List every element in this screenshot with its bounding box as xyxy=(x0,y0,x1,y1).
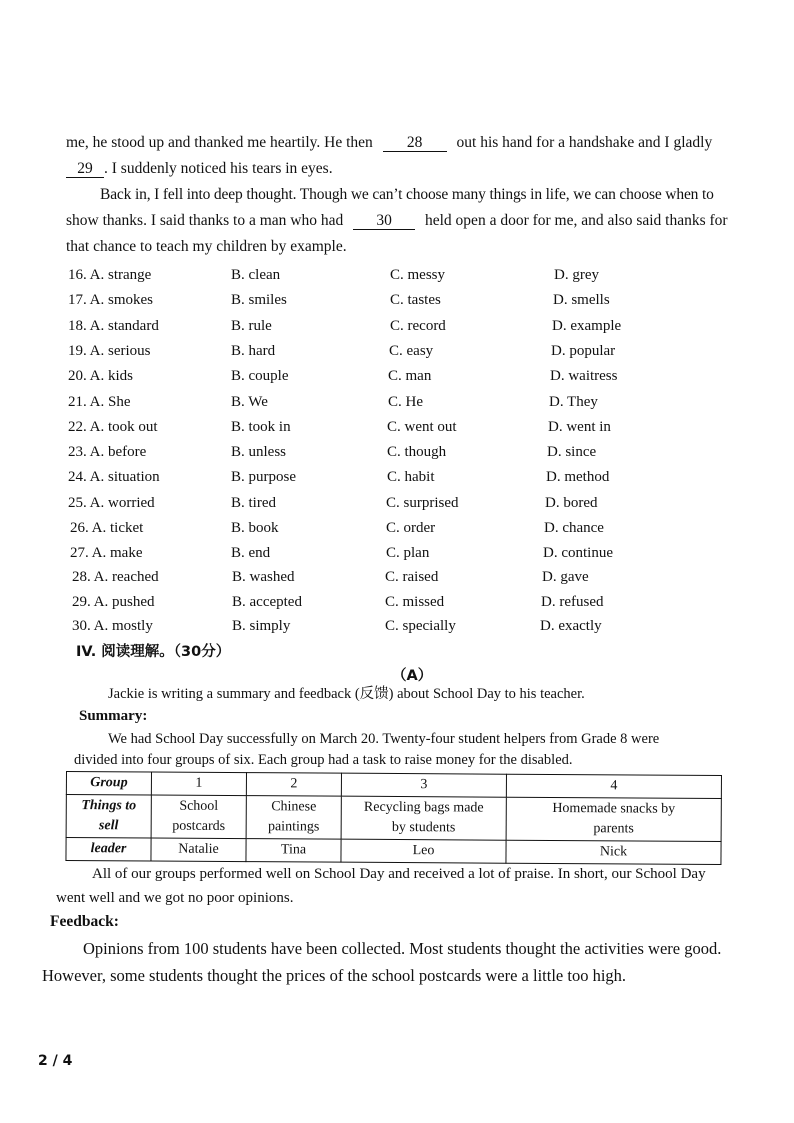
option-c: C. habit xyxy=(387,469,435,485)
option-c: C. order xyxy=(386,520,436,536)
option-b: B. purpose xyxy=(231,469,296,485)
cell-text: by students xyxy=(391,819,456,836)
option-d: D. grey xyxy=(554,267,599,283)
option-b: B. couple xyxy=(231,368,289,384)
cell-text: parents xyxy=(593,821,634,837)
passage-text: held open a door for me, and also said thanks for xyxy=(425,212,728,229)
option-b: B. tired xyxy=(231,495,276,511)
option-d: D. popular xyxy=(551,343,616,359)
option-c: C. missed xyxy=(385,594,445,610)
part-title: （A） xyxy=(392,668,433,684)
option-c: C. He xyxy=(388,394,423,410)
option-c: C. went out xyxy=(387,419,457,435)
summary-line-2: divided into four groups of six. Each group had a task to raise money for the disabled. xyxy=(74,752,573,768)
option-a: 24. A. situation xyxy=(68,469,160,485)
feedback-label: Feedback: xyxy=(50,913,119,930)
option-a: 22. A. took out xyxy=(68,419,158,435)
cell-text: Chinese xyxy=(271,799,317,815)
option-b: B. accepted xyxy=(232,594,302,610)
cell-text: postcards xyxy=(172,818,226,834)
option-a: 20. A. kids xyxy=(68,368,134,384)
section-title: IV. 阅读理解。（30分） xyxy=(76,644,231,660)
table-cell: 1 xyxy=(151,772,246,796)
cell-text: paintings xyxy=(267,819,320,835)
option-c: C. though xyxy=(387,444,447,460)
cell-text: Recycling bags made xyxy=(363,799,484,816)
table-row-leader xyxy=(66,838,721,865)
option-c: C. easy xyxy=(389,343,434,359)
option-a: 30. A. mostly xyxy=(72,618,153,634)
option-c: C. surprised xyxy=(386,495,459,511)
option-a: 17. A. smokes xyxy=(68,292,154,308)
option-d: D. since xyxy=(547,444,597,460)
option-b: B. smiles xyxy=(231,292,287,308)
passage-line-3: Back in, I fell into deep thought. Though we can’t choose many things in life, we can choose when to xyxy=(100,186,714,203)
option-b: B. took in xyxy=(231,419,291,435)
option-d: D. exactly xyxy=(540,618,602,634)
passage-line-4 xyxy=(66,211,728,231)
option-b: B. end xyxy=(231,545,271,561)
passage-text: me, he stood up and thanked me heartily. He then xyxy=(66,134,373,151)
option-d: D. example xyxy=(552,318,622,334)
option-a: 28. A. reached xyxy=(72,569,159,585)
passage-line-2 xyxy=(66,159,333,179)
option-d: D. waitress xyxy=(550,368,618,384)
option-a: 18. A. standard xyxy=(68,318,159,334)
page-number: 2 / 4 xyxy=(38,1053,73,1069)
option-a: 23. A. before xyxy=(68,444,147,460)
option-c: C. record xyxy=(390,318,446,334)
blank-28: 28 xyxy=(383,134,447,152)
option-a: 19. A. serious xyxy=(68,343,151,359)
table-cell: Tina xyxy=(246,839,341,863)
feedback-line-1: Opinions from 100 students have been collected. Most students thought the activities were good. xyxy=(83,939,722,958)
option-b: B. simply xyxy=(232,618,291,634)
table-row-things xyxy=(66,795,721,842)
table-cell xyxy=(151,795,246,839)
table-cell xyxy=(246,796,341,840)
option-d: D. refused xyxy=(541,594,604,610)
passage-line-1 xyxy=(66,133,712,153)
passage-text: show thanks. I said thanks to a man who had xyxy=(66,212,344,229)
option-a: 25. A. worried xyxy=(68,495,155,511)
option-c: C. raised xyxy=(385,569,439,585)
option-b: B. unless xyxy=(231,444,287,460)
option-d: D. bored xyxy=(545,495,598,511)
passage-line-5: that chance to teach my children by example. xyxy=(66,238,347,255)
table-cell: 2 xyxy=(246,773,341,797)
option-d: D. continue xyxy=(543,545,613,561)
passage-text: . I suddenly noticed his tears in eyes. xyxy=(104,160,333,177)
option-b: B. book xyxy=(231,520,279,536)
cell-text: Homemade snacks by xyxy=(552,800,676,817)
option-a: 27. A. make xyxy=(70,545,143,561)
option-d: D. smells xyxy=(553,292,610,308)
option-d: D. went in xyxy=(548,419,611,435)
option-c: C. plan xyxy=(386,545,430,561)
option-d: D. method xyxy=(546,469,610,485)
table-cell: Natalie xyxy=(151,838,246,862)
table-header-text: Things to xyxy=(81,798,137,814)
table-header-text: sell xyxy=(98,818,119,834)
option-b: B. rule xyxy=(231,318,272,334)
table-cell: Nick xyxy=(506,840,721,864)
reading-intro: Jackie is writing a summary and feedback (反馈) about School Day to his teacher. xyxy=(108,686,585,702)
option-b: B. We xyxy=(231,394,268,410)
option-b: B. clean xyxy=(231,267,281,283)
summary-line-1: We had School Day successfully on March 20. Twenty-four student helpers from Grade 8 were xyxy=(108,731,660,747)
after-table-line-1: All of our groups performed well on School Day and received a lot of praise. In short, our School Day xyxy=(92,866,706,882)
option-d: D. chance xyxy=(544,520,604,536)
option-c: C. specially xyxy=(385,618,456,634)
group-table xyxy=(65,771,722,865)
table-header-leader: leader xyxy=(66,838,151,862)
after-table-line-2: went well and we got no poor opinions. xyxy=(56,890,294,906)
blank-30: 30 xyxy=(353,212,415,230)
option-b: B. washed xyxy=(232,569,295,585)
option-a: 29. A. pushed xyxy=(72,594,155,610)
table-header-group: Group xyxy=(66,772,151,796)
table-cell: 3 xyxy=(341,773,506,797)
option-a: 26. A. ticket xyxy=(70,520,144,536)
option-a: 21. A. She xyxy=(68,394,131,410)
summary-label: Summary: xyxy=(79,708,148,724)
table-cell: Leo xyxy=(341,839,506,863)
table-header-things xyxy=(66,795,151,839)
option-c: C. tastes xyxy=(390,292,441,308)
option-d: D. gave xyxy=(542,569,589,585)
feedback-line-2: However, some students thought the prices of the school postcards were a little too high. xyxy=(42,966,627,985)
cell-text: School xyxy=(179,798,219,814)
table-cell xyxy=(506,797,721,841)
table-cell: 4 xyxy=(506,774,721,798)
option-a: 16. A. strange xyxy=(68,267,152,283)
option-d: D. They xyxy=(549,394,598,410)
option-c: C. man xyxy=(388,368,432,384)
option-b: B. hard xyxy=(231,343,276,359)
table-cell xyxy=(341,796,506,840)
passage-text: out his hand for a handshake and I gladly xyxy=(456,134,713,151)
blank-29: 29 xyxy=(66,160,104,178)
option-c: C. messy xyxy=(390,267,446,283)
